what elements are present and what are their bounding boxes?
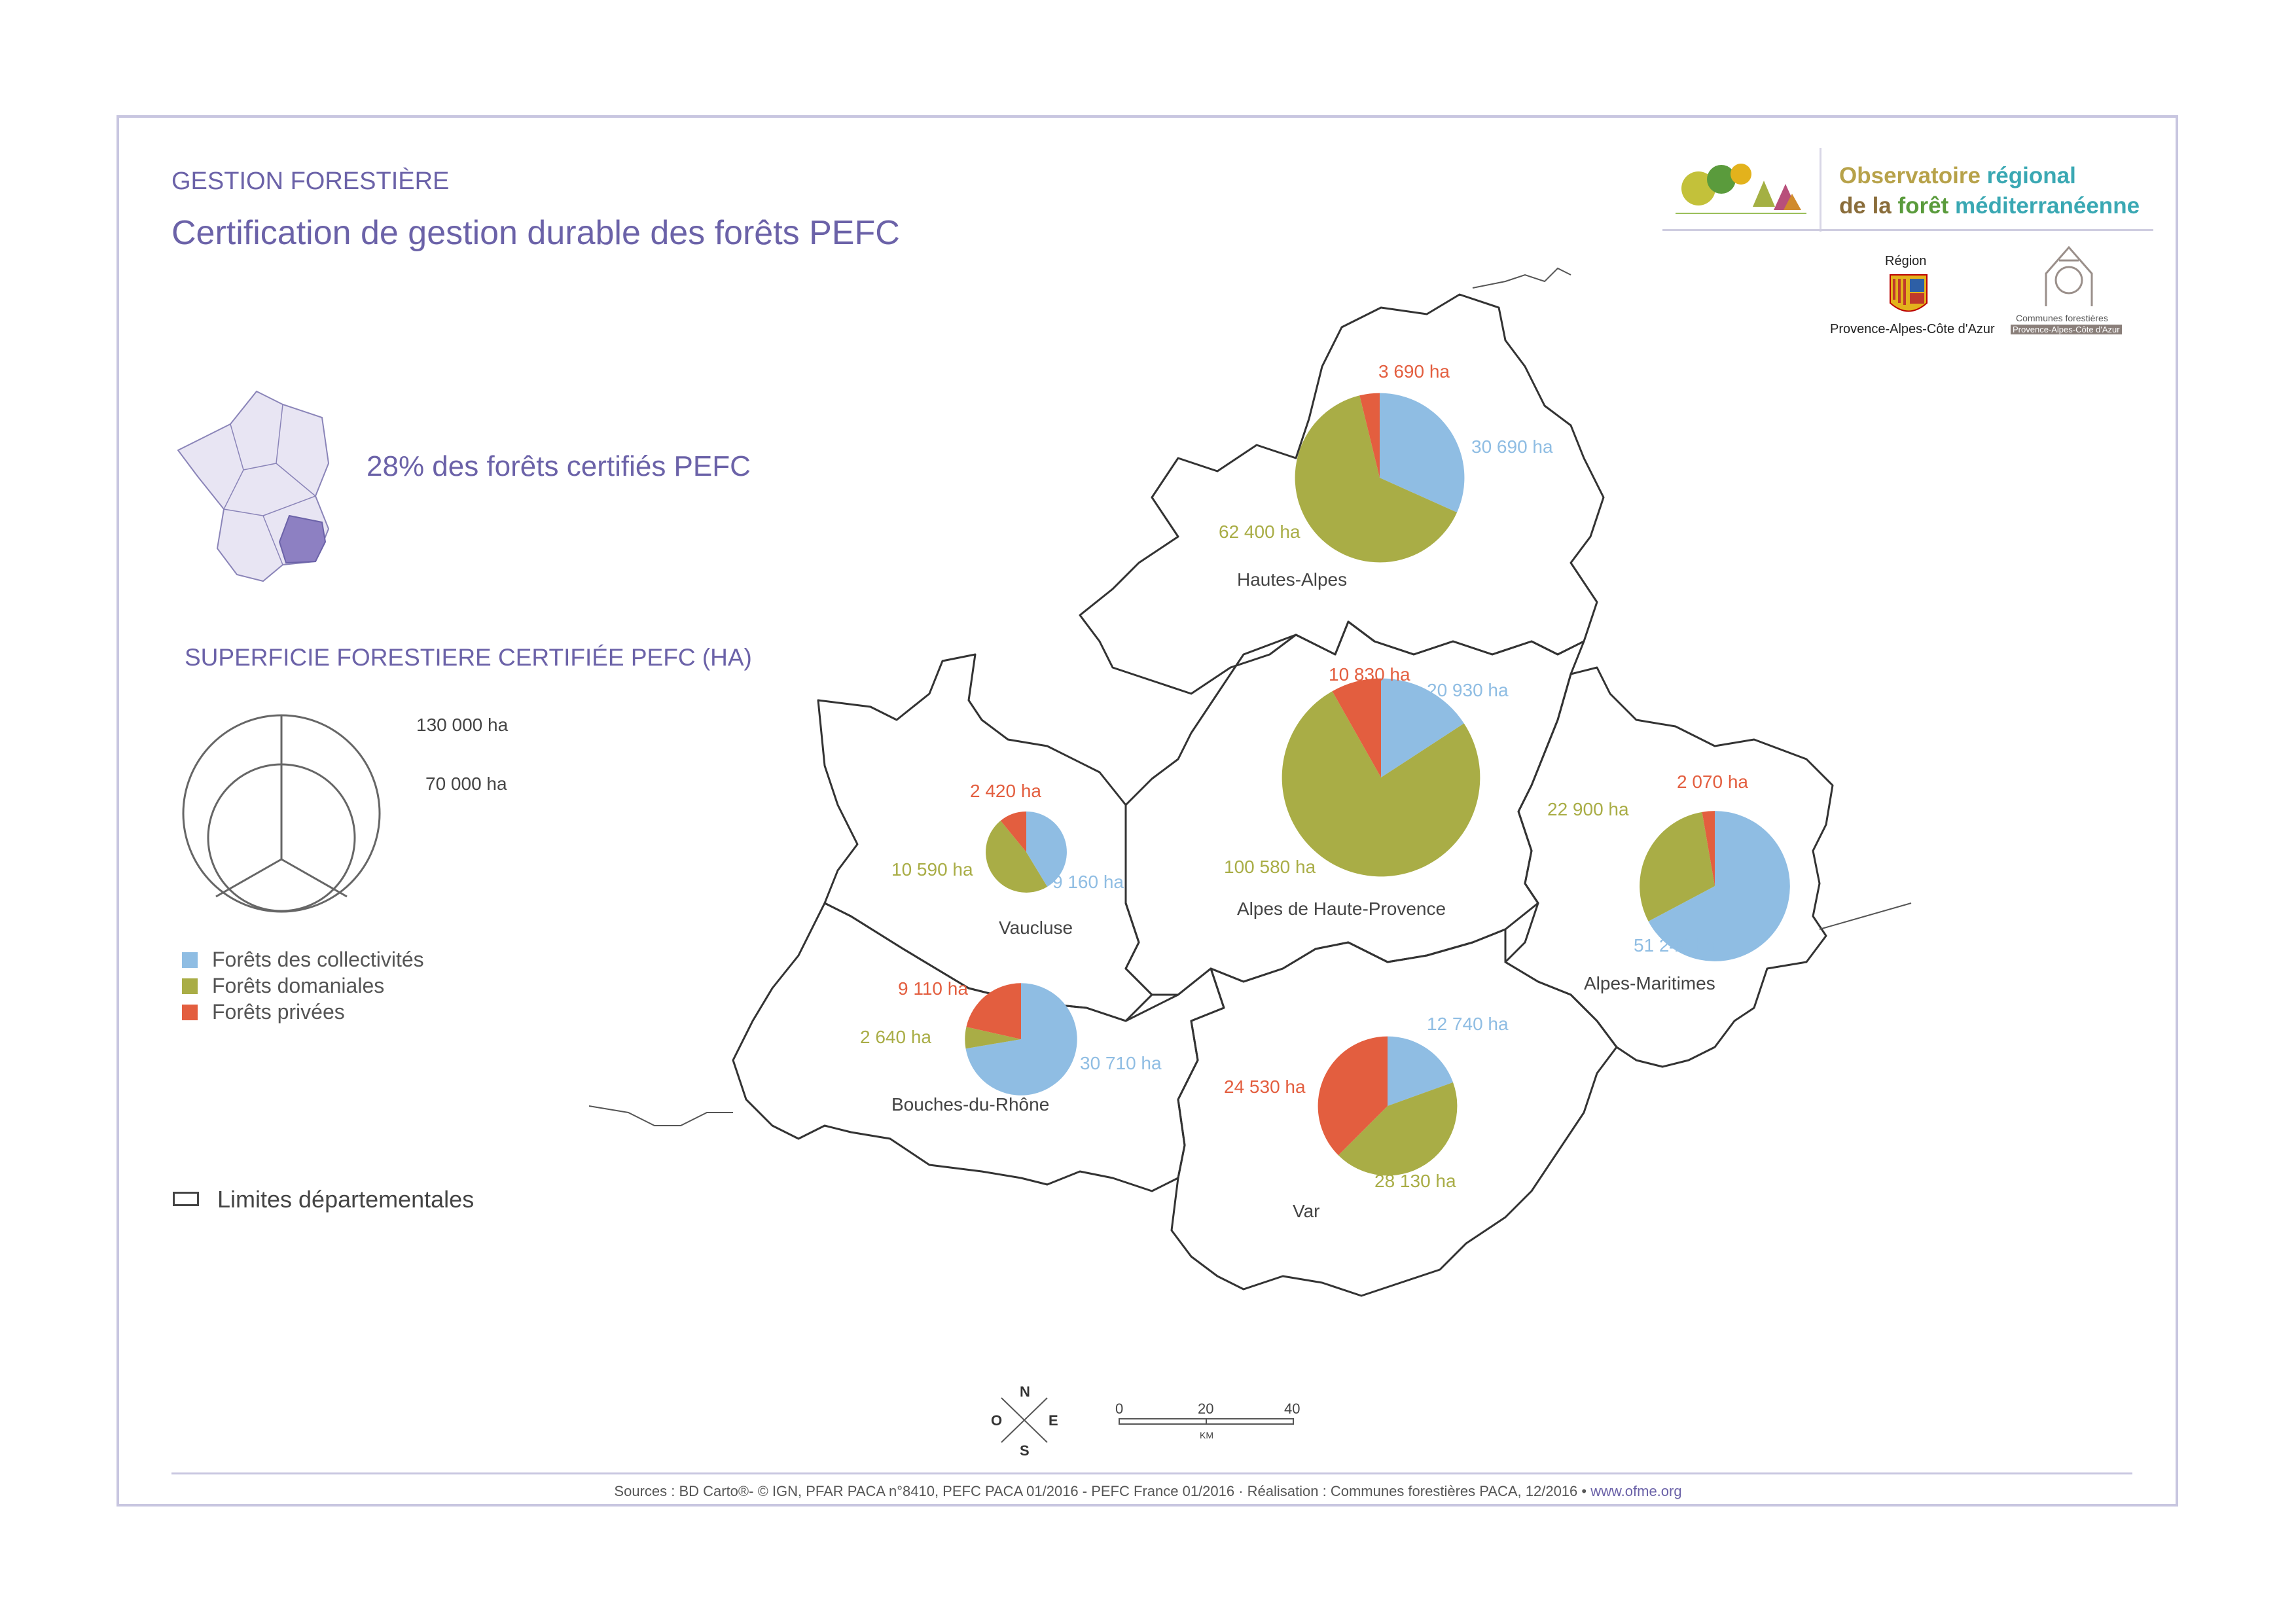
scale-bar (1115, 1400, 1300, 1440)
page-title: Certification de gestion durable des forêts PEFC (171, 214, 900, 252)
label-ha-coll: 30 710 ha (1080, 1053, 1162, 1073)
compass-o: O (991, 1412, 1003, 1429)
dept-name-alpes-haute-provence: Alpes de Haute-Provence (1237, 899, 1446, 919)
observatoire-wordmark: Observatoire régional de la forêt méditerranéenne (1839, 163, 2140, 219)
footer-divider (171, 1472, 2132, 1474)
italy-border (1473, 268, 1571, 288)
label-ha-dom: 28 130 ha (1374, 1171, 1456, 1191)
legend-item-privees: Forêts privées (182, 1000, 345, 1024)
size-legend-large: 130 000 ha (416, 715, 509, 735)
scale-unit: KM (1200, 1430, 1213, 1440)
communes-line2: Provence-Alpes-Côte d'Azur (2011, 325, 2122, 334)
legend-limits: Limites départementales (173, 1186, 474, 1213)
section-kicker: GESTION FORESTIÈRE (171, 168, 450, 195)
region-name: Provence-Alpes-Côte d'Azur (1830, 322, 1995, 336)
region-label: Région (1885, 254, 1927, 268)
legend-title: SUPERFICIE FORESTIERE CERTIFIÉE PEFC (HA) (185, 644, 752, 671)
dept-name-var: Var (1293, 1201, 1320, 1221)
label-ha-priv: 2 420 ha (970, 781, 1041, 801)
dept-name-hautes-alpes: Hautes-Alpes (1237, 569, 1348, 590)
certified-share-text: 28% des forêts certifiés PEFC (367, 450, 751, 482)
compass-n: N (1020, 1383, 1030, 1400)
label-ha-dom: 22 900 ha (1547, 799, 1629, 819)
label-ha-priv: 2 070 ha (1677, 772, 1748, 792)
dept-name-bouches-du-rhone: Bouches-du-Rhône (891, 1094, 1050, 1115)
scale-40: 40 (1284, 1400, 1300, 1417)
label-ha-coll: 20 930 ha (1427, 680, 1509, 700)
label-ha-dom: 100 580 ha (1224, 857, 1316, 877)
scale-20: 20 (1198, 1400, 1214, 1417)
vaucluse-boundary (818, 654, 1152, 1021)
legend-item-collectivites: Forêts des collectivités (182, 948, 424, 972)
scale-0: 0 (1115, 1400, 1124, 1417)
size-legend-small: 70 000 ha (425, 774, 507, 794)
label-ha-dom: 2 640 ha (860, 1027, 931, 1047)
label-ha-dom: 62 400 ha (1219, 522, 1300, 542)
label-ha-coll: 12 740 ha (1427, 1014, 1509, 1034)
label-ha-coll: 9 160 ha (1052, 872, 1124, 892)
label-ha-dom: 10 590 ha (891, 859, 973, 880)
compass-s: S (1020, 1442, 1030, 1459)
dept-name-vaucluse: Vaucluse (999, 918, 1073, 938)
west-coast-line (589, 1106, 733, 1126)
label-ha-priv: 3 690 ha (1378, 361, 1450, 382)
label-ha-priv: 10 830 ha (1329, 664, 1410, 685)
legend-item-domaniales: Forêts domaniales (182, 974, 384, 998)
label-ha-priv: 24 530 ha (1224, 1077, 1306, 1097)
compass-e: E (1049, 1412, 1058, 1429)
label-ha-coll: 51 240 ha (1634, 935, 1715, 955)
communes-line1: Communes forestières (2016, 313, 2108, 323)
dept-name-alpes-maritimes: Alpes-Maritimes (1584, 973, 1715, 993)
label-ha-coll: 30 690 ha (1471, 437, 1553, 457)
label-ha-priv: 9 110 ha (898, 978, 968, 999)
compass-rose (991, 1383, 1058, 1459)
east-border (1820, 903, 1911, 929)
website-link[interactable]: www.ofme.org (1590, 1483, 1682, 1499)
sources-line: Sources : BD Carto®- © IGN, PFAR PACA n°8410, PEFC PACA 01/2016 - PEFC France 01/2016 · Réalisation : Communes forestières PACA, 12/2016 • www.ofme.org (614, 1483, 1682, 1499)
